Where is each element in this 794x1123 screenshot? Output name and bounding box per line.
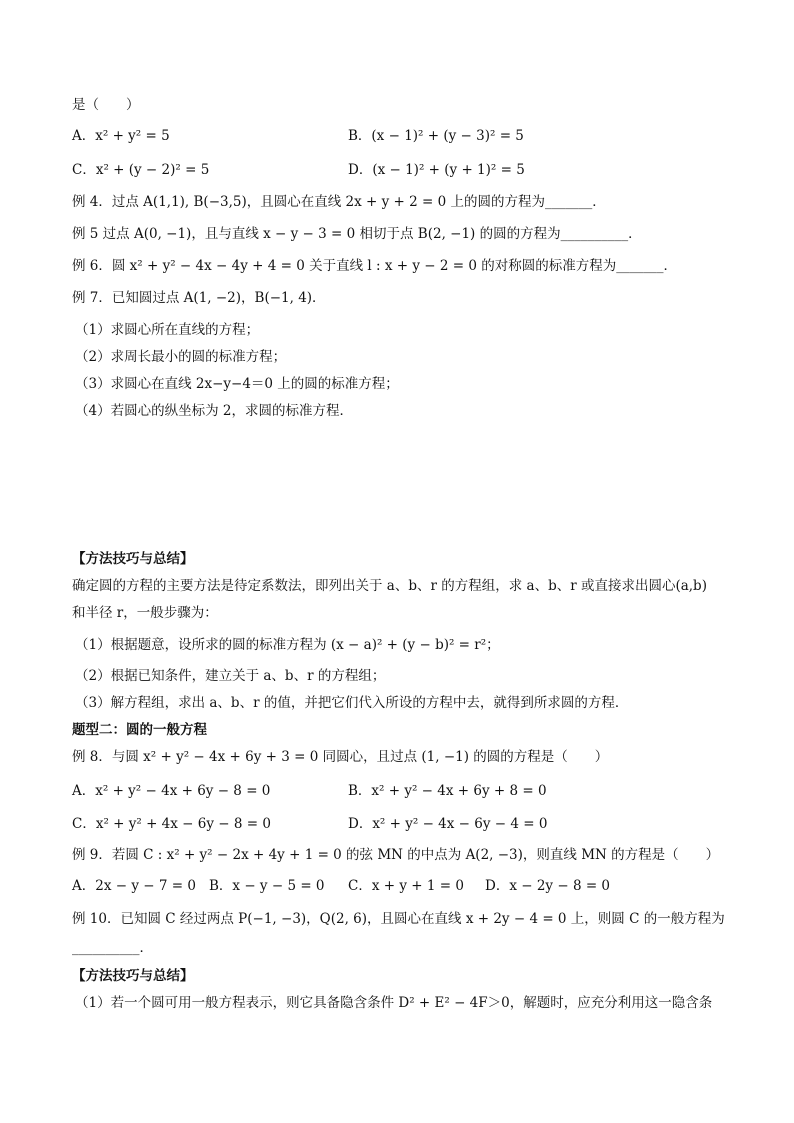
- ex3-option-b: B．(x − 1)² + (y − 3)² = 5: [348, 128, 524, 144]
- method-summary-step-1: （1）根据题意，设所求的圆的标准方程为 (x − a)² + (y − b)² = r²；: [75, 637, 500, 653]
- ex9-option-b: B．x − y − 5 = 0: [209, 878, 325, 894]
- ex3-stem-tail: 是（ ）: [72, 97, 140, 113]
- method-summary-2-title: 【方法技巧与总结】: [72, 968, 194, 984]
- ex8-option-c: C．x² + y² + 4x − 6y − 8 = 0: [72, 816, 271, 832]
- method-summary-paragraph-2: 和半径 r，一般步骤为：: [72, 605, 218, 621]
- example-7-part-4: （4）若圆心的纵坐标为 2，求圆的标准方程．: [75, 403, 353, 419]
- type-2-heading: 题型二：圆的一般方程: [72, 722, 207, 738]
- example-10: 例 10．已知圆 C 经过两点 P(−1, −3)，Q(2, 6)，且圆心在直线 x + 2y − 4 = 0 上，则圆 C 的一般方程为: [72, 911, 725, 927]
- ex3-option-c: C．x² + (y − 2)² = 5: [72, 162, 210, 178]
- ex3-option-a: A．x² + y² = 5: [72, 128, 170, 144]
- ex8-option-a: A．x² + y² − 4x + 6y − 8 = 0: [72, 783, 271, 799]
- example-9: 例 9．若圆 C : x² + y² − 2x + 4y + 1 = 0 的弦 MN 的中点为 A(2, −3)，则直线 MN 的方程是（ ）: [72, 847, 720, 863]
- method-summary-step-3: （3）解方程组，求出 a、b、r 的值，并把它们代入所设的方程中去，就得到所求圆的方程．: [75, 695, 629, 711]
- example-4: 例 4．过点 A(1,1), B(−3,5)，且圆心在直线 2x + y + 2 = 0 上的圆的方程为_______．: [72, 194, 606, 210]
- ex8-option-b: B．x² + y² − 4x + 6y + 8 = 0: [348, 783, 547, 799]
- example-8: 例 8．与圆 x² + y² − 4x + 6y + 3 = 0 同圆心，且过点 (1, −1) 的圆的方程是（ ）: [72, 749, 609, 765]
- method-summary-paragraph-1: 确定圆的方程的主要方法是待定系数法，即列出关于 a、b、r 的方程组，求 a、b、r 或直接求出圆心(a,b): [72, 578, 707, 594]
- method-summary-step-2: （2）根据已知条件，建立关于 a、b、r 的方程组；: [75, 668, 386, 684]
- example-7: 例 7．已知圆过点 A(1, −2)，B(−1, 4)．: [72, 290, 326, 306]
- example-7-part-2: （2）求周长最小的圆的标准方程；: [75, 349, 287, 365]
- ex3-option-d: D．(x − 1)² + (y + 1)² = 5: [348, 162, 525, 178]
- ex9-option-c: C．x + y + 1 = 0: [348, 878, 464, 894]
- example-7-part-1: （1）求圆心所在直线的方程；: [75, 322, 260, 338]
- example-6: 例 6．圆 x² + y² − 4x − 4y + 4 = 0 关于直线 l : x + y − 2 = 0 的对称圆的标准方程为_______．: [72, 258, 677, 274]
- ex9-option-d: D．x − 2y − 8 = 0: [485, 878, 611, 894]
- ex8-option-d: D．x² + y² − 4x − 6y − 4 = 0: [348, 816, 548, 832]
- example-5: 例 5 过点 A(0, −1)，且与直线 x − y − 3 = 0 相切于点 B(2, −1) 的圆的方程为__________．: [72, 226, 642, 242]
- example-7-part-3: （3）求圆心在直线 2x−y−4＝0 上的圆的标准方程；: [75, 376, 399, 392]
- ex9-option-a: A．2x − y − 7 = 0: [72, 878, 196, 894]
- method-summary-title: 【方法技巧与总结】: [72, 551, 194, 567]
- method-summary-2-paragraph-1: （1）若一个圆可用一般方程表示，则它具备隐含条件 D² + E² − 4F＞0，解题时，应充分利用这一隐含条: [75, 995, 713, 1011]
- example-10-blank: __________．: [72, 940, 153, 956]
